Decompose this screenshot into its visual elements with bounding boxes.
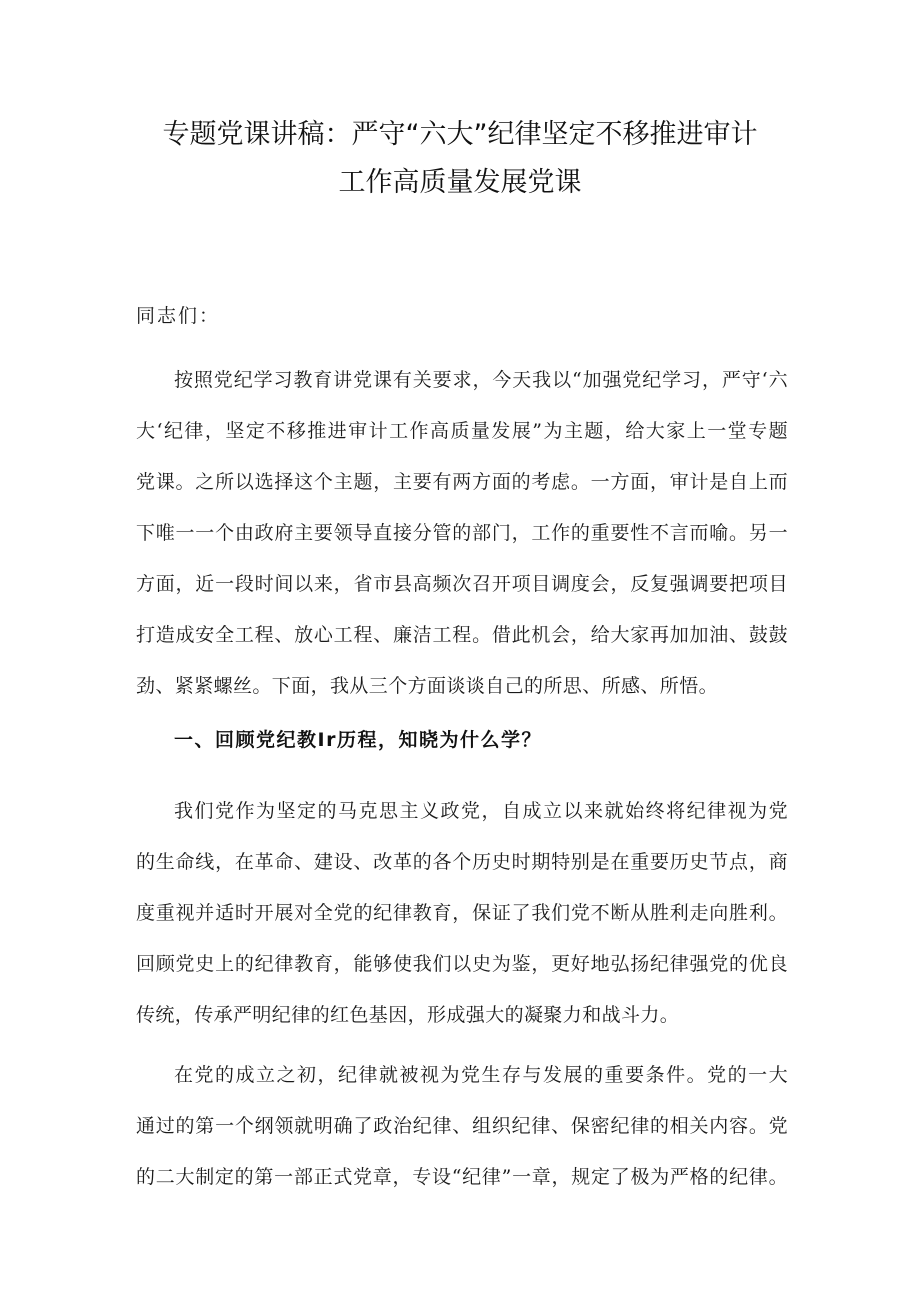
paragraph-line: 的二大制定的第一部正式党章，专设“纪律”一章，规定了极为严格的纪律。 <box>136 1166 788 1188</box>
document-title-line-1: 专题党课讲稿：严守“六大”纪律坚定不移推进审计 <box>162 119 758 150</box>
paragraph-line: 在党的成立之初，纪律就被视为党生存与发展的重要条件。党的一大 <box>174 1064 788 1086</box>
paragraph-line: 回顾党史上的纪律教育，能够使我们以史为鉴，更好地弘扬纪律强党的优良 <box>136 953 788 975</box>
paragraph-line: 度重视并适时开展对全党的纪律教育，保证了我们党不断从胜利走向胜利。 <box>136 902 788 924</box>
paragraph-line: 劲、紧紧螺丝。下面，我从三个方面谈谈自己的所思、所感、所悟。 <box>136 675 719 697</box>
paragraph-line: 我们党作为坚定的马克思主义政党，自成立以来就始终将纪律视为党 <box>174 800 788 822</box>
paragraph-1 <box>136 355 788 712</box>
salutation: 同志们： <box>136 305 221 327</box>
paragraph-line: 通过的第一个纲领就明确了政治纪律、组织纪律、保密纪律的相关内容。党 <box>136 1115 788 1137</box>
paragraph-line: 的生命线，在革命、建设、改革的各个历史时期特别是在重要历史节点，商 <box>136 851 788 873</box>
paragraph-2 <box>136 786 788 1041</box>
paragraph-line: 党课。之所以选择这个主题，主要有两方面的考虑。一方面，审计是自上而 <box>136 471 788 493</box>
paragraph-3 <box>136 1050 788 1203</box>
paragraph-line: 下唯一一个由政府主要领导直接分管的部门，工作的重要性不言而喻。另一 <box>136 522 788 544</box>
paragraph-line: 按照党纪学习教育讲党课有关要求，今天我以“加强党纪学习，严守‘六 <box>174 369 788 391</box>
paragraph-line: 传统，传承严明纪律的红色基因，形成强大的凝聚力和战斗力。 <box>136 1004 680 1026</box>
paragraph-line: 大‘纪律，坚定不移推进审计工作高质量发展”为主题，给大家上一堂专题 <box>136 420 788 442</box>
document-title-line-2: 工作高质量发展党课 <box>338 167 582 198</box>
paragraph-line: 方面，近一段时间以来，省市县高频次召开项目调度会，反复强调要把项目 <box>136 573 788 595</box>
section-heading-1: 一、回顾党纪教Ir历程，知晓为什么学？ <box>174 729 542 751</box>
paragraph-line: 打造成安全工程、放心工程、廉洁工程。借此机会，给大家再加加油、鼓鼓 <box>136 624 788 646</box>
